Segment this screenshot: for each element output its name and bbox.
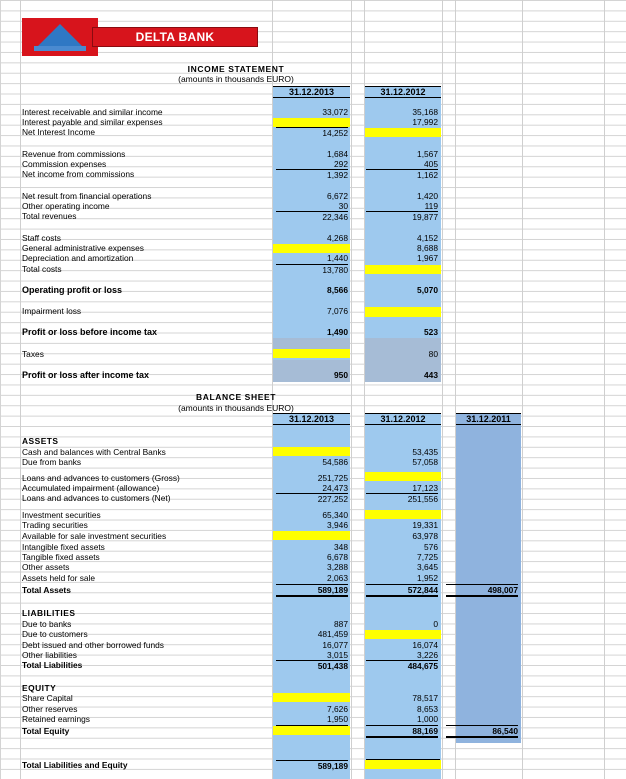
bs-row-label: Total Equity [22,726,70,736]
bs-row-label: Due from banks [22,457,82,467]
bs-value: 16,074 [412,640,438,650]
is-row-label: Interest payable and similar expenses [22,117,163,127]
is-row-label: Net Interest Income [22,127,96,137]
bs-row-label: Other reserves [22,704,78,714]
bs-row-label: Available for sale investment securities [22,531,167,541]
is-row-label: Total costs [22,264,62,274]
bs-row-label: Investment securities [22,510,101,520]
bs-row-label: Other assets [22,562,70,572]
bs-value: 3,645 [417,562,438,572]
bs-value: 501,438 [276,660,348,671]
bs-row-label: Total Liabilities and Equity [22,760,128,770]
bs-row-label: Other liabilities [22,650,77,660]
bs-value: 17,123 [412,483,438,493]
bs-value: 78,517 [412,693,438,703]
bs-value: 7,626 [327,704,348,714]
is-value: 1,567 [417,149,438,159]
bs-value: 3,015 [327,650,348,660]
bs-value: 887 [334,619,348,629]
is-value: 119 [424,201,438,211]
bs-row-label: Due to banks [22,619,72,629]
is-value: 1,392 [276,169,348,180]
is-value: 4,152 [417,233,438,243]
bs-value: 572,844 [366,584,438,597]
is-value: 17,992 [412,117,438,127]
bs-row-label: Share Capital [22,693,73,703]
income-statement-subtitle: (amounts in thousands EURO) [178,74,294,84]
is-value: 443 [424,370,438,380]
is-row-label: Profit or loss before income tax [22,327,158,337]
bs-value: 348 [334,542,348,552]
is-value: 22,346 [276,211,348,222]
bs-value: 251,725 [317,473,348,483]
triangle-icon [38,24,82,46]
bs-row-label: Retained earnings [22,714,90,724]
bs-value: 3,288 [327,562,348,572]
is-row-label: Staff costs [22,233,61,243]
bs-value: 54,586 [322,457,348,467]
is-value: 5,070 [417,285,438,295]
is-value: 19,877 [366,211,438,222]
is-value: 14,252 [276,127,348,138]
is-row-label: Depreciation and amortization [22,253,134,263]
bs-value: 589,189 [276,584,348,597]
bs-col-2013: 31.12.2013 [273,413,350,425]
is-value: 523 [424,327,438,337]
is-value: 292 [334,159,348,169]
bs-value: 16,077 [322,640,348,650]
bs-value: 19,331 [412,520,438,530]
bs-value: 1,950 [327,714,348,724]
liabilities-header: LIABILITIES [22,608,76,618]
bs-value: 24,473 [322,483,348,493]
is-row-label: Revenue from commissions [22,149,126,159]
bs-value: 227,252 [276,493,348,504]
bs-value: 7,725 [417,552,438,562]
assets-header: ASSETS [22,436,59,446]
is-value: 13,780 [276,264,348,275]
bs-value: 65,340 [322,510,348,520]
bs-row-label: Trading securities [22,520,88,530]
bs-row-label: Tangible fixed assets [22,552,100,562]
is-row-label: Profit or loss after income tax [22,370,150,380]
bs-row-label: Cash and balances with Central Banks [22,447,166,457]
bs-row-label: Intangible fixed assets [22,542,105,552]
balance-sheet-title: BALANCE SHEET [195,392,277,402]
bs-value: 3,226 [417,650,438,660]
bs-value: 576 [424,542,438,552]
is-value: 405 [424,159,438,169]
bs-value: 88,169 [366,725,438,738]
bank-name: DELTA BANK [135,30,215,44]
is-row-label: Total revenues [22,211,77,221]
is-value: 8,688 [417,243,438,253]
bs-row-label: Debt issued and other borrowed funds [22,640,164,650]
bs-value: 63,978 [412,531,438,541]
bs-value: 86,540 [446,725,518,738]
is-value: 35,168 [412,107,438,117]
is-row-label: Impairment loss [22,306,82,316]
bs-row-label: Loans and advances to customers (Net) [22,493,171,503]
is-value: 1,684 [327,149,348,159]
bs-value: 1,952 [417,573,438,583]
is-value: 33,072 [322,107,348,117]
is-row-label: Commission expenses [22,159,107,169]
is-row-label: Taxes [22,349,44,359]
is-value: 7,076 [327,306,348,316]
bs-col-2012: 31.12.2012 [365,413,441,425]
balance-sheet-subtitle: (amounts in thousands EURO) [178,403,294,413]
bs-value: 0 [433,619,438,629]
is-value: 1,162 [366,169,438,180]
bs-row-label: Loans and advances to customers (Gross) [22,473,180,483]
income-statement-title: INCOME STATEMENT [187,64,285,74]
bs-value: 6,678 [327,552,348,562]
is-value: 30 [338,201,348,211]
is-value: 6,672 [327,191,348,201]
equity-header: EQUITY [22,683,57,693]
bs-value: 481,459 [317,629,348,639]
bs-col-2011: 31.12.2011 [456,413,521,425]
bs-value: 484,675 [366,660,438,671]
is-value: 80 [428,349,438,359]
bs-value: 1,000 [417,714,438,724]
bs-value: 2,063 [327,573,348,583]
is-value: 950 [334,370,348,380]
bs-row-label: Total Assets [22,585,71,595]
bs-value: 251,556 [366,493,438,504]
is-value: 1,967 [417,253,438,263]
bank-logo [22,18,260,56]
is-value: 4,268 [327,233,348,243]
is-value: 1,420 [417,191,438,201]
is-row-label: General administrative expenses [22,243,144,253]
bs-value: 498,007 [446,584,518,597]
bs-value: 53,435 [412,447,438,457]
is-row-label: Net income from commissions [22,169,135,179]
is-col-2012: 31.12.2012 [365,86,441,98]
is-row-label: Net result from financial operations [22,191,152,201]
bs-row-label: Due to customers [22,629,88,639]
bs-row-label: Accumulated impairment (allowance) [22,483,160,493]
is-value: 8,566 [327,285,348,295]
bs-value: 3,946 [327,520,348,530]
is-value: 1,440 [327,253,348,263]
is-row-label: Other operating income [22,201,110,211]
is-value: 1,490 [327,327,348,337]
is-col-2013: 31.12.2013 [273,86,350,98]
bs-row-label: Assets held for sale [22,573,96,583]
bs-value: 8,653 [417,704,438,714]
is-row-label: Interest receivable and similar income [22,107,163,117]
bs-row-label: Total Liabilities [22,660,83,670]
is-row-label: Operating profit or loss [22,285,123,295]
bs-value: 57,058 [412,457,438,467]
bs-value: 589,189 [276,760,348,771]
